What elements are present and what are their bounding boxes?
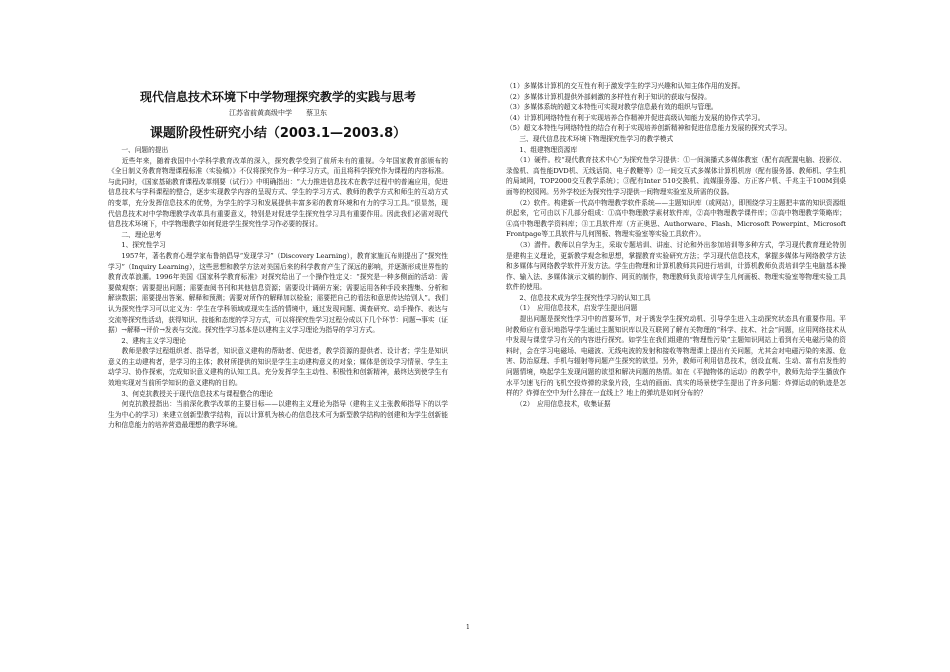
left-body-text: 一、问题的提出 近些年来，随着我国中小学科学教育改革的深入，探究教学受到了前所未有的重视。今年国家教育部颁布的《全日制义务教育物理课程标准（实验稿）》不仅将探究作为一种学习方式，而且将科学探究作为课程的内容标准。与此同时，《国家基础教育课程改革纲要（试行）》中明确指出：“大力推进信息技术在教学过程中的普遍应用，促进信息技术与学科课程的整合，逐步实现教学内容的呈现方式、学生的学习方式、教师的教学方式和师生的互动方式的变革，充分发挥信息技术的优势，为学生的学习和发展提供丰富多彩的教育环境和有力的学习工具。”很显然，现代信息技术对中学物理教学改革具有重要意义，特别是对促进学生探究性学习具有重要作用。因此我们必需对现代信息技术环境下，中学物理教学如何促进学生探究性学习作必要的探讨。 二、理论思考 1、探究性学习 1957年，著名教育心理学家布鲁纳倡导“发现学习”（Discovery Learning），教育家施瓦布则提出了“探究性学习”（Inquiry Learning），这些思想和教学方法对美国后来的科学教育产生了深远的影响，并逐渐形成世界性的教育改革浪潮。1996年美国《国家科学教育标准》对探究给出了一个操作性定义：“探究是一种多侧面的活动：需要做观察；需要提出问题；需要查阅书刊和其他信息资源；需要设计调研方案；需要运用各种手段来搜集、分析和解读数据；需要提出答案、解释和预测；需要对所作的解释加以检验；需要把自己的看法和意思传达给别人”。我们认为探究性学习可以定义为：学生在学科领域或现实生活的情境中，通过发现问题、调查研究、动手操作、表达与交流等探究性活动，获得知识、技能和态度的学习方式，可以将探究性学习过程分成以下几个环节：问题→事实（证据）→解释→评价→发表与交流。探究性学习基本是以建构主义学习理论为指导的学习方式。 2、建构主义学习理论 教师是教学过程组织者、指导者，知识意义建构的帮助者、促进者，教学资源的提供者、设计者；学生是知识意义的主动建构者，是学习的主体；教材所提供的知识是学生主动建构意义的对象；媒体是创设学习情景、学生主动学习、协作探索，完成知识意义建构的认知工具。充分发挥学生主动性、积极性和创新精神，最终达到使学生有效地实现对当前所学知识的意义建构的目的。 3、何克抗教授关于现代信息技术与课程整合的理论 何克抗教授指出：当前深化教学改革的主要目标——以建构主义理论为指导（建构主义主张教师指导下的以学生为中心的学习）来建立创新型教学结构，而以计算机为核心的信息技术可为新型教学结构的创建和为学生创新能力和信息能力的培养营造最理想的教学环境。 [108, 146, 448, 430]
paper-title: 现代信息技术环境下中学物理探究教学的实践与思考 [139, 90, 416, 104]
paper-subtitle: 课题阶段性研究小结（2003.1—2003.8） [149, 126, 407, 141]
right-body-text: （1）多媒体计算机的交互性有利于激发学生的学习兴趣和认知主体作用的发挥。 （2）多媒体计算机提供外部刺激的多样性有利于知识的获取与保持。 （3）多媒体系统的超文本特性可实现对教学信息最有效的组织与管理。 （4）计算机网络特性有利于实现培养合作精神并促进高级认知能力发展的协作式学习。 （5）超文本特性与网络特性的结合有利于实现培养创新精神和促进信息能力发展的探究式学习。 三、现代信息技术环境下物理探究性学习的教学模式 1、组建物理资源库 （1）硬件。校“现代教育技术中心”为探究性学习提供：①一间演播式多媒体教室（配有高配置电脑、投影仪、录像机、高性能DVD机、无线话筒、电子教鞭等）②一间交互式多媒体计算机机房（配有服务器、教师机、学生机的局域网，TOP2000交互教学系统）；③配有Inter 510交换机、流媒服务器、方正客户机、千兆主干100M到桌面等的校园网。另外学校还为探究性学习提供一间物理实验室及所需的仪器。 （2）软件。构建新一代高中物理教学软件系统——主题知识库（或网站），即围绕学习主题把丰富的知识资源组织起来，它可由以下几部分组成：①高中物理教学素材软件库，②高中物理教学课件库；③高中物理教学策略库；④高中物理教学资料库；③工具软件库（方正奥思、Authorware、Flash、Microsoft Powerpint、Microsoft Frontpage等工具软件与几何图板、物理实验室等实验工具软件）。 （3）潜件。教师以自学为主，采取专题培训、讲座、讨论和外出参加培训等多种方式，学习现代教育理论特别是建构主义理论，更新教学观念和思想，掌握教育实验研究方法；学习现代信息技术，掌握多媒体与网络教学方法和多媒体与网络教学软件开发方法。学生由物理和计算机教师共同进行培训，计算机教师负责培训学生电脑基本操作、输入法、多媒体演示文稿的制作、网页的制作，物理教师负责培训学生几何画板、物理实验室等物理实验工具软件的使用。 2、信息技术成为学生探究性学习的认知工具 （1） 应用信息技术，启发学生提出问题 提出问题是探究性学习中的首要环节，对于诱发学生探究动机、引导学生进入主动探究状态具有重要作用。平时教师应有意识地指导学生通过主题知识库以及互联网了解有关物理的“科学、技术、社会”问题，应用网络技术从中发现与课堂学习有关的内容进行探究。如学生在我们组建的“物理性污染”主题知识网站上看到有关电磁污染的资料时，会在学习电磁场、电磁波、无线电波的发射和接收等物理课上提出有关问题，尤其会对电磁污染的来源、危害、防治原理、手机与辐射等问题产生探究的欲望。另外，教师可利用信息技术，创设直观、生动、富有启发性的问题情境，唤起学生发现问题的欲望和解决问题的热情。如在《平抛物体的运动》的教学中，教师先给学生播放作水平匀速飞行的飞机空投炸弹的录象片段，生动的画面、真实的场景使学生提出了许多问题：炸弹运动的轨迹是怎样的？炸弹在空中为什么排在一直线上？地上的弹坑是如何分布的？ （2） 应用信息技术，收集证据 [506, 82, 846, 408]
page-number: 1 [466, 624, 470, 631]
author-line: 江苏省前黄高级中学 蔡卫东 [229, 109, 327, 117]
